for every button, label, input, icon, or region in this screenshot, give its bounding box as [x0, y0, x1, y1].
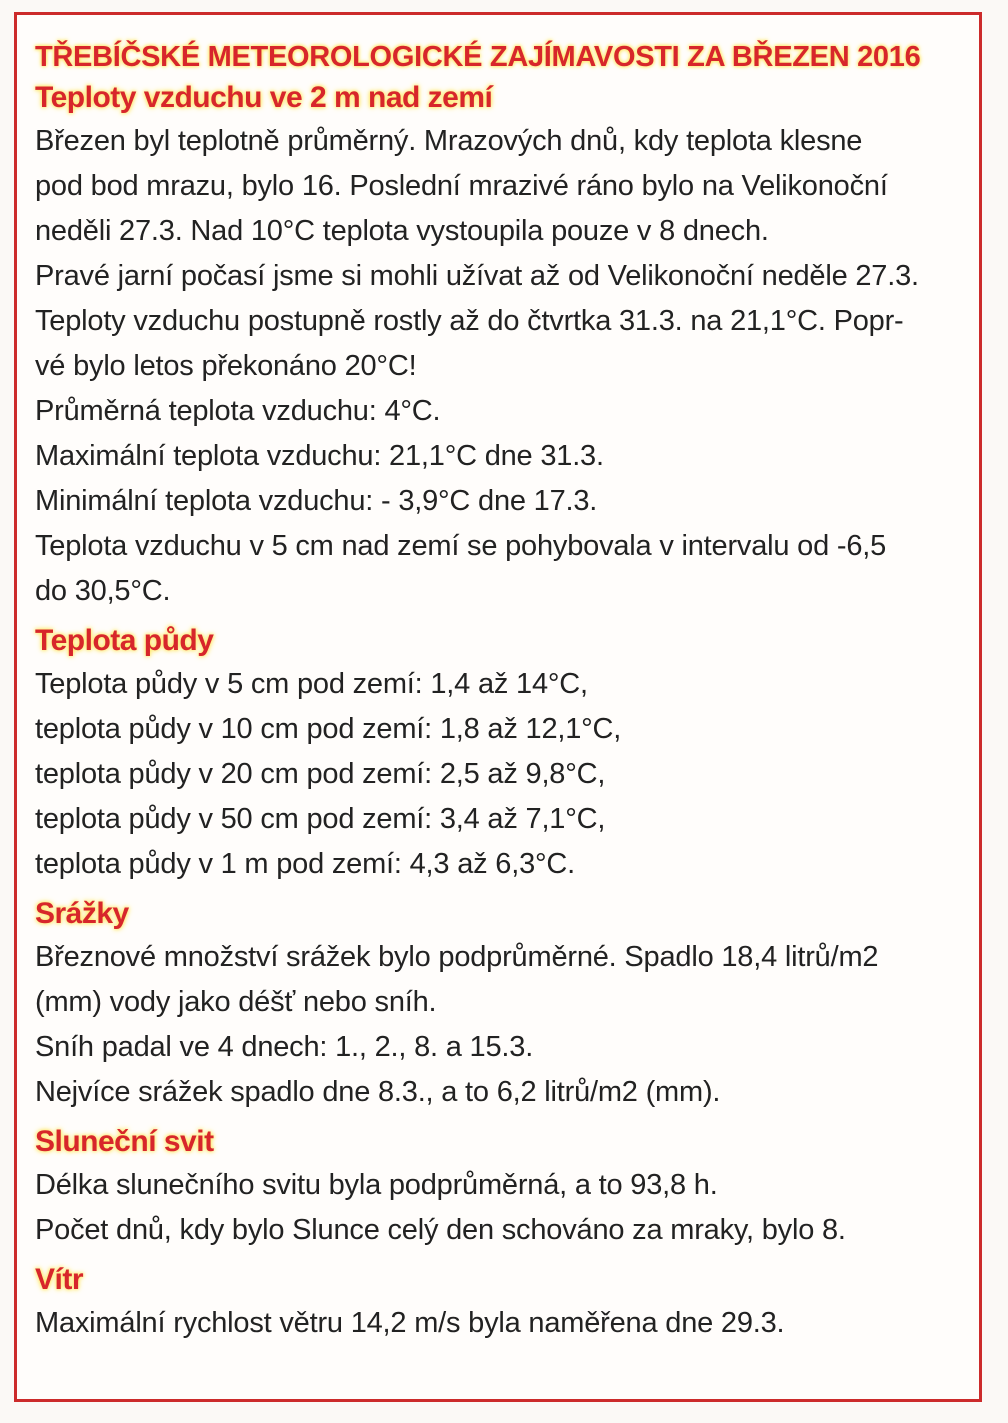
text-line: Teploty vzduchu postupně rostly až do čtvrtka 31.3. na 21,1°C. Popr- — [35, 305, 904, 337]
text-line: teplota půdy v 1 m pod zemí: 4,3 až 6,3°C. — [35, 848, 575, 880]
text-line: teplota půdy v 20 cm pod zemí: 2,5 až 9,8°C, — [35, 758, 606, 790]
text-line: Nejvíce srážek spadlo dne 8.3., a to 6,2 litrů/m2 (mm). — [35, 1076, 721, 1108]
section-air-temperature — [35, 77, 965, 614]
text-line: teplota půdy v 10 cm pod zemí: 1,8 až 12,1°C, — [35, 713, 622, 745]
text-line: Sníh padal ve 4 dnech: 1., 2., 8. a 15.3. — [35, 1031, 534, 1063]
text-line: Maximální teplota vzduchu: 21,1°C dne 31.3. — [35, 440, 604, 472]
text-line: neděli 27.3. Nad 10°C teplota vystoupila pouze v 8 dnech. — [35, 215, 769, 247]
text-line: Maximální rychlost větru 14,2 m/s byla naměřena dne 29.3. — [35, 1307, 785, 1339]
section-heading: Srážky — [35, 897, 129, 930]
text-line: (mm) vody jako déšť nebo sníh. — [35, 986, 437, 1018]
section-heading: Vítr — [35, 1263, 84, 1296]
section-heading: Teploty vzduchu ve 2 m nad zemí — [35, 81, 493, 114]
article-content — [35, 37, 965, 1346]
text-line: vé bylo letos překonáno 20°C! — [35, 350, 417, 382]
text-line: Březen byl teplotně průměrný. Mrazových dnů, kdy teplota klesne — [35, 125, 863, 157]
text-line: Průměrná teplota vzduchu: 4°C. — [35, 395, 441, 427]
article-title: TŘEBÍČSKÉ METEOROLOGICKÉ ZAJÍMAVOSTI ZA BŘEZEN 2016 — [35, 41, 921, 73]
text-line: pod bod mrazu, bylo 16. Poslední mrazivé ráno bylo na Velikonoční — [35, 170, 888, 202]
text-line: Teplota půdy v 5 cm pod zemí: 1,4 až 14°C, — [35, 668, 588, 700]
section-heading: Sluneční svit — [35, 1125, 214, 1158]
section-soil-temperature — [35, 620, 965, 887]
article-box — [14, 12, 982, 1402]
text-line: Délka slunečního svitu byla podprůměrná, a to 93,8 h. — [35, 1169, 718, 1201]
text-line: Březnové množství srážek bylo podprůměrné. Spadlo 18,4 litrů/m2 — [35, 941, 879, 973]
text-line: Minimální teplota vzduchu: - 3,9°C dne 17.3. — [35, 485, 598, 517]
text-line: Pravé jarní počasí jsme si mohli užívat až od Velikonoční neděle 27.3. — [35, 260, 919, 292]
text-line: do 30,5°C. — [35, 575, 171, 607]
text-line: teplota půdy v 50 cm pod zemí: 3,4 až 7,1°C, — [35, 803, 606, 835]
text-line: Počet dnů, kdy bylo Slunce celý den schováno za mraky, bylo 8. — [35, 1214, 846, 1246]
section-wind — [35, 1259, 965, 1346]
text-line: Teplota vzduchu v 5 cm nad zemí se pohybovala v intervalu od -6,5 — [35, 530, 887, 562]
section-precipitation — [35, 893, 965, 1115]
section-heading: Teplota půdy — [35, 624, 214, 657]
section-sunshine — [35, 1121, 965, 1253]
